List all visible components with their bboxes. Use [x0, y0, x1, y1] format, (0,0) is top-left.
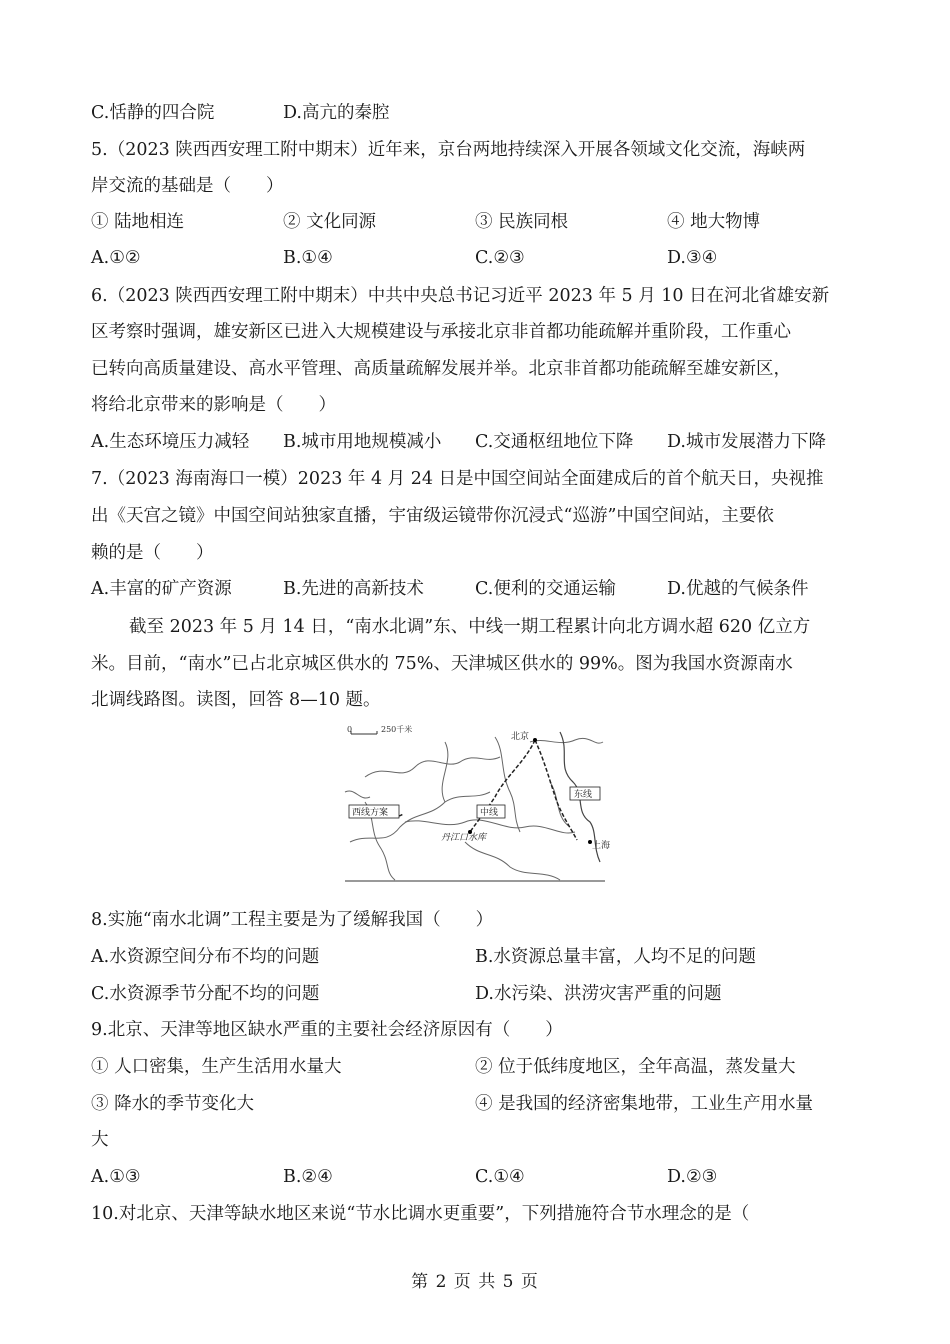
- option-a: A.①②: [91, 248, 141, 268]
- option-d: D.③④: [667, 248, 718, 268]
- option-b: B.城市用地规模减小: [283, 432, 442, 452]
- option-c: C.水资源季节分配不均的问题: [91, 984, 320, 1004]
- scale-label: 250千米: [381, 725, 413, 734]
- option-c: C.①④: [475, 1167, 525, 1187]
- q5-stem-cont: 岸交流的基础是（ ）: [91, 176, 284, 196]
- q9-stem: 9.北京、天津等地区缺水严重的主要社会经济原因有（ ）: [91, 1020, 563, 1040]
- q9-statement-4-cont: 大: [91, 1130, 109, 1150]
- option-a: A.丰富的矿产资源: [91, 579, 232, 599]
- option-c: C.便利的交通运输: [475, 579, 616, 599]
- option-b: B.先进的高新技术: [283, 579, 424, 599]
- scale-zero-label: 0: [347, 725, 353, 734]
- option-d: D.优越的气候条件: [667, 579, 809, 599]
- option-a: A.水资源空间分布不均的问题: [91, 947, 320, 967]
- q5-options: [91, 246, 859, 270]
- q5-stem: 5.（2023 陕西西安理工附中期末）近年来，京台两地持续深入开展各领域文化交流，海峡两: [91, 140, 806, 160]
- option-c: C.交通枢纽地位下降: [475, 432, 634, 452]
- q8-stem: 8.实施“南水北调”工程主要是为了缓解我国（ ）: [91, 910, 494, 930]
- option-b: B.①④: [283, 248, 333, 268]
- option-a: A.生态环境压力减轻: [91, 432, 250, 452]
- material-paragraph-cont: 米。目前，“南水”已占北京城区供水的 75%、天津城区供水的 99%。图为我国水资源南水: [91, 654, 793, 674]
- option-d: D.②③: [667, 1167, 718, 1187]
- statement-3: ③ 降水的季节变化大: [91, 1094, 255, 1114]
- statement-4: ④ 地大物博: [667, 212, 761, 232]
- east-route-label: 东线: [574, 790, 593, 800]
- option-b: B.水资源总量丰富，人均不足的问题: [475, 947, 756, 967]
- q6-options: [91, 430, 859, 454]
- q7-stem: 7.（2023 海南海口一模）2023 年 4 月 24 日是中国空间站全面建成后的首个航天日，央视推: [91, 469, 824, 489]
- statement-1: ① 人口密集，生产生活用水量大: [91, 1057, 342, 1077]
- q7-stem-cont: 出《天宫之镜》中国空间站独家直播，宇宙级运镜带你沉浸式“巡游”中国空间站，主要依: [91, 506, 774, 526]
- q10-stem: 10.对北京、天津等缺水地区来说“节水比调水更重要”，下列措施符合节水理念的是（: [91, 1204, 750, 1224]
- q6-stem-cont: 区考察时强调，雄安新区已进入大规模建设与承接北京非首都功能疏解并重阶段，工作重心: [91, 322, 791, 342]
- q6-stem: 6.（2023 陕西西安理工附中期末）中共中央总书记习近平 2023 年 5 月 10 日在河北省雄安新: [91, 286, 830, 306]
- q8-options-cd: [91, 982, 859, 1006]
- option-b: B.②④: [283, 1167, 333, 1187]
- page-footer: 第 2 页 共 5 页: [411, 1272, 539, 1292]
- middle-route-label: 中线: [480, 808, 499, 818]
- south-north-water-diversion-map: [345, 722, 611, 882]
- q7-options: [91, 577, 859, 601]
- option-d: D.城市发展潜力下降: [667, 432, 826, 452]
- option-d: D.高亢的秦腔: [283, 103, 390, 123]
- statement-2: ② 位于低纬度地区，全年高温，蒸发量大: [475, 1057, 796, 1077]
- statement-1: ① 陆地相连: [91, 212, 185, 232]
- shanghai-label: 上海: [592, 841, 611, 851]
- q5-statements: [91, 210, 859, 234]
- material-paragraph: 截至 2023 年 5 月 14 日，“南水北调”东、中线一期工程累计向北方调水超 620 亿立方: [129, 617, 811, 637]
- west-route-label: 西线方案: [352, 808, 389, 818]
- option-c: C.恬静的四合院: [91, 103, 215, 123]
- statement-3: ③ 民族同根: [475, 212, 569, 232]
- q6-stem-cont: 已转向高质量建设、高水平管理、高质量疏解发展并举。北京非首都功能疏解至雄安新区，: [91, 359, 791, 379]
- material-paragraph-cont: 北调线路图。读图，回答 8—10 题。: [91, 690, 381, 710]
- q9-statements-34: [91, 1092, 859, 1116]
- q8-options-ab: [91, 945, 859, 969]
- q7-stem-cont: 赖的是（ ）: [91, 543, 214, 563]
- option-a: A.①③: [91, 1167, 141, 1187]
- reservoir-label: 丹江口水库: [441, 833, 487, 843]
- option-c: C.②③: [475, 248, 525, 268]
- q4-options-cd: [91, 101, 859, 125]
- beijing-label: 北京: [511, 732, 530, 742]
- option-d: D.水污染、洪涝灾害严重的问题: [475, 984, 722, 1004]
- statement-2: ② 文化同源: [283, 212, 377, 232]
- q6-stem-cont: 将给北京带来的影响是（ ）: [91, 395, 336, 415]
- q9-statements-12: [91, 1055, 859, 1079]
- statement-4: ④ 是我国的经济密集地带，工业生产用水量: [475, 1094, 814, 1114]
- q9-options: [91, 1165, 859, 1189]
